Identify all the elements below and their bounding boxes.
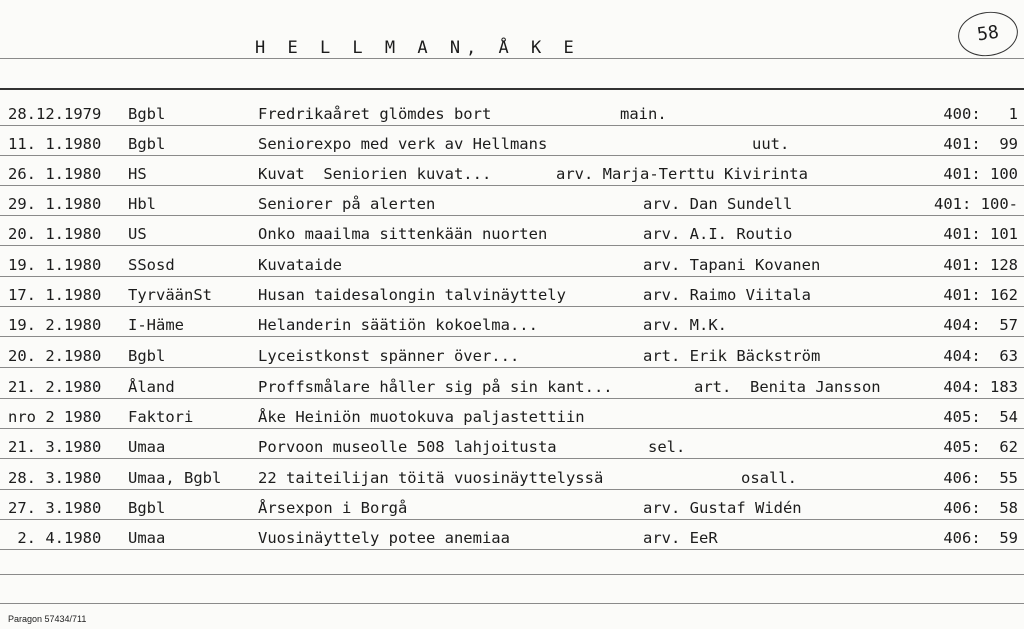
entry-reference: 405: 54	[943, 408, 1018, 426]
table-row	[0, 276, 1024, 306]
table-row	[0, 215, 1024, 245]
entry-date: nro 2 1980	[8, 408, 102, 426]
entry-source: Bgbl	[128, 105, 166, 123]
entry-source: Umaa, Bgbl	[128, 469, 222, 487]
entry-reference: 401: 100	[943, 165, 1018, 183]
entry-note: arv. EeR	[643, 529, 718, 547]
entry-date: 21. 3.1980	[8, 438, 102, 456]
entry-title: Porvoon museolle 508 lahjoitusta	[258, 438, 557, 456]
divider	[0, 88, 1024, 90]
table-row	[0, 155, 1024, 185]
entry-date: 17. 1.1980	[8, 286, 102, 304]
entry-date: 20. 1.1980	[8, 225, 102, 243]
entry-reference: 401: 100-	[934, 195, 1018, 213]
entry-reference: 406: 58	[943, 499, 1018, 517]
entry-date: 11. 1.1980	[8, 135, 102, 153]
table-row	[0, 306, 1024, 336]
entry-note: arv. Gustaf Widén	[643, 499, 802, 517]
entry-note: sel.	[648, 438, 686, 456]
table-row	[0, 185, 1024, 215]
table-row	[0, 125, 1024, 155]
entry-reference: 404: 63	[943, 347, 1018, 365]
entry-reference: 400: 1	[943, 105, 1018, 123]
entry-source: I-Häme	[128, 316, 184, 334]
entry-title: Kuvataide	[258, 256, 342, 274]
table-row	[0, 428, 1024, 458]
entry-title: 22 taiteilijan töitä vuosinäyttelyssä	[258, 469, 604, 487]
entry-date: 19. 1.1980	[8, 256, 102, 274]
entry-title: Fredrikaåret glömdes bort	[258, 105, 492, 123]
entry-note: arv. Tapani Kovanen	[643, 256, 821, 274]
entry-note: osall.	[741, 469, 797, 487]
entry-date: 2. 4.1980	[8, 529, 102, 547]
entry-title: Husan taidesalongin talvinäyttely	[258, 286, 566, 304]
printer-imprint: Paragon 57434/711	[8, 614, 87, 624]
entry-note: arv. Marja-Terttu Kivirinta	[556, 165, 808, 183]
entry-title: Proffsmålare håller sig på sin kant...	[258, 378, 613, 396]
entry-date: 26. 1.1980	[8, 165, 102, 183]
entry-reference: 406: 59	[943, 529, 1018, 547]
entry-source: US	[128, 225, 147, 243]
entry-source: Umaa	[128, 438, 166, 456]
entry-reference: 401: 99	[943, 135, 1018, 153]
entry-title: Årsexpon i Borgå	[258, 499, 408, 517]
card-title: H E L L M A N, Å K E	[255, 38, 580, 58]
entry-title: Seniorexpo med verk av Hellmans	[258, 135, 548, 153]
table-row	[0, 519, 1024, 549]
entry-note: arv. Raimo Viitala	[643, 286, 811, 304]
entry-note: arv. A.I. Routio	[643, 225, 793, 243]
entry-source: TyrväänSt	[128, 286, 212, 304]
entry-date: 20. 2.1980	[8, 347, 102, 365]
divider	[0, 58, 1024, 59]
table-row	[0, 398, 1024, 428]
table-row	[0, 489, 1024, 519]
entry-source: HS	[128, 165, 147, 183]
entry-note: main.	[620, 105, 667, 123]
entry-note: arv. M.K.	[643, 316, 727, 334]
entry-date: 21. 2.1980	[8, 378, 102, 396]
entry-note: art. Erik Bäckström	[643, 347, 821, 365]
entry-source: Faktori	[128, 408, 194, 426]
entry-reference: 404: 57	[943, 316, 1018, 334]
entry-title: Åke Heiniön muotokuva paljastettiin	[258, 408, 585, 426]
divider	[0, 603, 1024, 604]
entry-note: arv. Dan Sundell	[643, 195, 793, 213]
entry-note: art. Benita Jansson	[694, 378, 881, 396]
entry-source: Åland	[128, 378, 175, 396]
entry-title: Seniorer på alerten	[258, 195, 436, 213]
entry-date: 27. 3.1980	[8, 499, 102, 517]
entry-title: Helanderin säätiön kokoelma...	[258, 316, 538, 334]
entry-title: Lyceistkonst spänner över...	[258, 347, 520, 365]
entry-date: 19. 2.1980	[8, 316, 102, 334]
entry-reference: 406: 55	[943, 469, 1018, 487]
table-row	[0, 246, 1024, 276]
entry-source: Bgbl	[128, 499, 166, 517]
entry-title: Kuvat Seniorien kuvat...	[258, 165, 492, 183]
table-row	[0, 95, 1024, 125]
entry-source: SSosd	[128, 256, 175, 274]
divider	[0, 574, 1024, 575]
entry-reference: 404: 183	[943, 378, 1018, 396]
entry-reference: 401: 128	[943, 256, 1018, 274]
card-number-stamp: 58	[955, 8, 1021, 60]
entry-note: uut.	[752, 135, 790, 153]
entry-date: 28.12.1979	[8, 105, 102, 123]
entry-source: Hbl	[128, 195, 156, 213]
entry-source: Bgbl	[128, 347, 166, 365]
entry-reference: 401: 162	[943, 286, 1018, 304]
table-row	[0, 337, 1024, 367]
entry-title: Onko maailma sittenkään nuorten	[258, 225, 548, 243]
entry-date: 28. 3.1980	[8, 469, 102, 487]
entry-reference: 405: 62	[943, 438, 1018, 456]
entry-source: Bgbl	[128, 135, 166, 153]
table-row	[0, 368, 1024, 398]
entry-reference: 401: 101	[943, 225, 1018, 243]
row-divider	[0, 549, 1024, 550]
table-row	[0, 459, 1024, 489]
entry-date: 29. 1.1980	[8, 195, 102, 213]
entry-source: Umaa	[128, 529, 166, 547]
entry-title: Vuosinäyttely potee anemiaa	[258, 529, 510, 547]
